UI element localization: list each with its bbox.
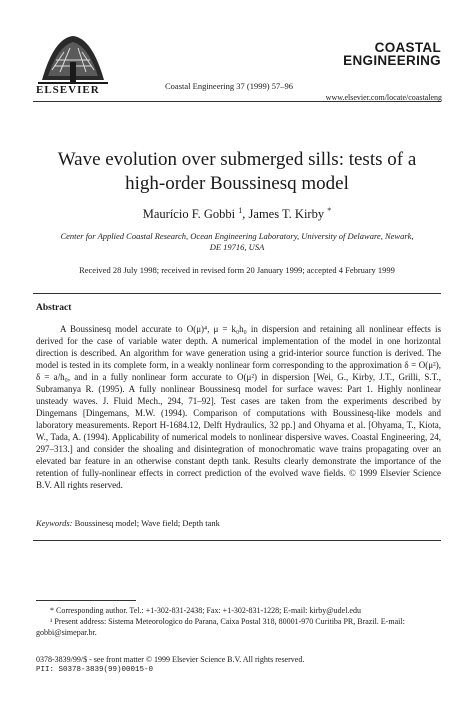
title-line-2: high-order Boussinesq model — [125, 173, 349, 194]
elsevier-tree-logo — [34, 30, 112, 86]
author-name: James T. Kirby — [248, 207, 325, 222]
copyright-block — [36, 654, 441, 676]
abstract-top-rule — [33, 293, 441, 294]
keywords-text: Boussinesq model; Wave field; Depth tank — [74, 518, 220, 528]
received-dates: Received 28 July 1998; received in revised form 20 January 1999; accepted 4 February 1999 — [79, 265, 395, 275]
keywords — [36, 518, 441, 528]
author-name: Maurício F. Gobbi — [142, 207, 236, 222]
abstract-body — [36, 323, 441, 491]
author-separator: , — [242, 207, 249, 222]
keywords-rule — [33, 540, 441, 541]
journal-brand-line2: ENGINEERING — [343, 53, 441, 68]
affiliation-line-1: Center for Applied Coastal Research, Ocean Engineering Laboratory, University of Delaware, Newark, — [60, 231, 414, 241]
journal-url[interactable]: www.elsevier.com/locate/coastaleng — [325, 93, 442, 102]
author-list — [40, 206, 434, 222]
pii-line: PII: S0378-3839(99)00015-0 — [36, 666, 154, 674]
footnotes — [36, 605, 441, 638]
title-line-1: Wave evolution over submerged sills: tests of a — [57, 149, 417, 170]
journal-brand-line1: COASTAL — [374, 40, 441, 55]
tree-logo-graphic — [34, 30, 112, 86]
article-title — [40, 148, 434, 196]
affiliation-line-2: DE 19716, USA — [209, 242, 265, 252]
journal-citation: Coastal Engineering 37 (1999) 57–96 — [165, 81, 293, 91]
footnote-corresponding: * Corresponding author. Tel.: +1-302-831-2438; Fax: +1-302-831-1228; E-mail: kirby@udel.edu — [50, 606, 361, 615]
copyright-line: 0378-3839/99/$ - see front matter © 1999 Elsevier Science B.V. All rights reserved. — [36, 655, 305, 664]
abstract-heading: Abstract — [36, 303, 72, 313]
affiliation — [44, 231, 430, 253]
abstract-text: A Boussinesq model accurate to O(μ)⁴, μ = k₀h₀ in dispersion and retaining all nonlinear effects is derived for the case of variable water depth. A numerical implementation of the model in one horizontal direction is described. An algorithm for wave generation using a grid-interior source function is derived. The model is tested in its complete form, in a weakly nonlinear form corresponding to the approximation δ = O(μ²), δ = a/h₀, and in a fully nonlinear form accurate to O(μ²) in dispersion [Wei, G., Kirby, J.T., Grilli, S.T., Subramanya R. (1995). A fully nonlinear Boussinesq model for surface waves: Part 1. Highly nonlinear unsteady waves. J. Fluid Mech., 294, 71–92]. Test cases are taken from the experiments described by Dingemans [Dingemans, M.W. (1994). Comparison of computations with Boussinesq-like models and laboratory measurements. Report H-1684.12, Delft Hydraulics, 32 pp.] and Ohyama et al. [Ohyama, T., Kiota, W., Tada, A. (1994). Applicability of numerical models to nonlinear dispersive waves. Coastal Engineering, 24, 297–313.] and consider the shoaling and disintegration of monochromatic wave trains propagating over an elevated bar feature in an otherwise constant depth tank. Results clearly demonstrate the importance of the retention of fully-nonlinear effects in correct prediction of the evolved wave fields. © 1999 Elsevier Science B.V. All rights reserved. — [36, 324, 441, 490]
keywords-label: Keywords: — [36, 518, 73, 528]
journal-brand — [343, 41, 441, 67]
footnote-mark: 1 — [238, 206, 243, 215]
footnote-rule — [36, 600, 136, 601]
publisher-name: ELSEVIER — [36, 84, 100, 96]
footnote-present-address: ¹ Present address: Sistema Meteorologico do Parana, Caixa Postal 318, 80001-970 Curitiba PR, Brazil. E-mail: gobbi@simepar.br. — [36, 617, 405, 637]
footnote-mark: * — [327, 206, 332, 215]
